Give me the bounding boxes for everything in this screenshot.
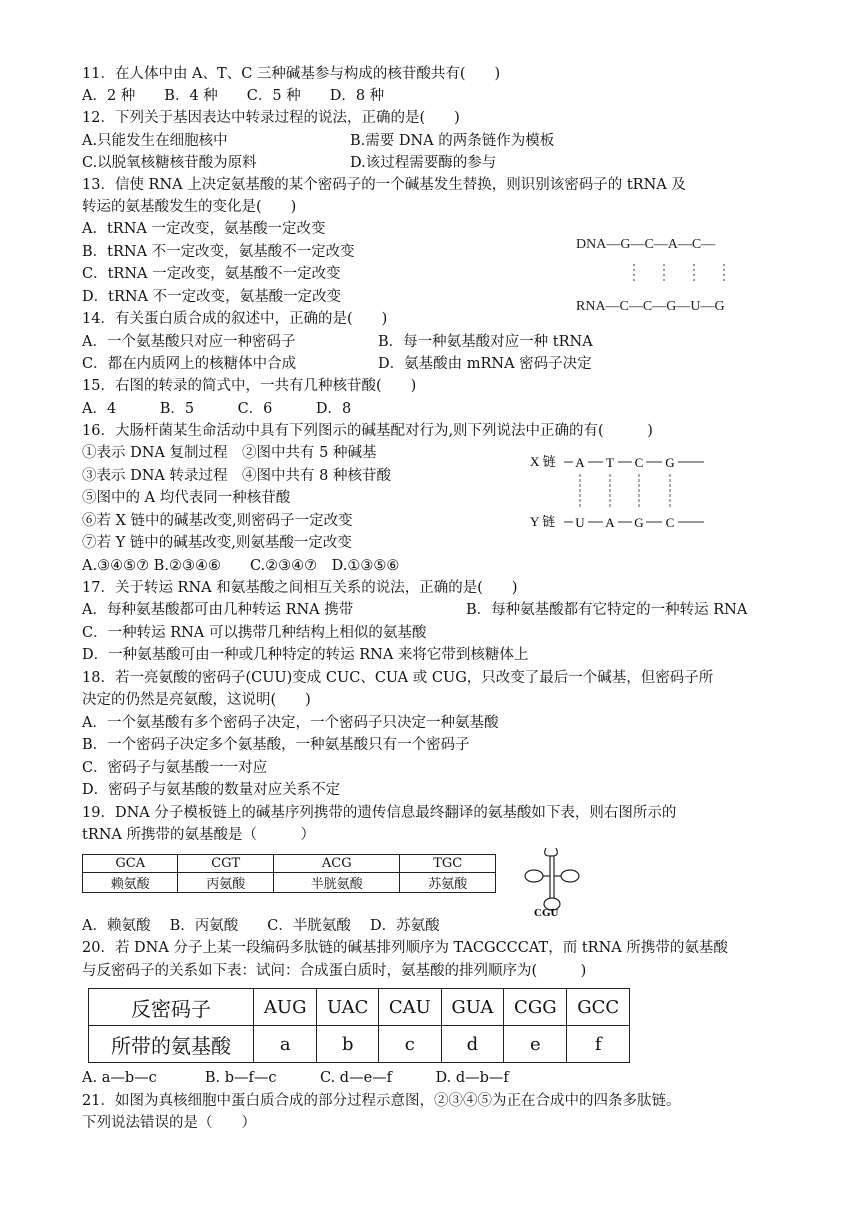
table-cell: 半胱氨酸: [273, 873, 400, 893]
question-line: A．4 B．5 C．6 D．8: [82, 401, 352, 417]
x-chain-base: C: [634, 455, 644, 470]
question-line: A．tRNA 一定改变，氨基酸一定改变: [82, 221, 326, 237]
table-cell: GUA: [441, 989, 504, 1026]
y-chain-label: Y 链: [530, 514, 556, 529]
option-left: C．都在内质网上的核糖体中合成: [82, 356, 297, 372]
question-line: ⑥若 X 链中的碱基改变,则密码子一定改变: [82, 513, 353, 529]
table-cell: d: [441, 1026, 504, 1063]
question-line: C．tRNA 一定改变，氨基酸不一定改变: [82, 266, 341, 282]
transcription-diagram: [572, 226, 762, 316]
option-right: D.该过程需要酶的参与: [350, 155, 497, 171]
question-line: A.③④⑤⑦ B.②③④⑥ C.②③④⑦ D.①③⑤⑥: [82, 558, 400, 574]
table-cell: a: [254, 1026, 317, 1063]
base-pairing-diagram: [528, 448, 728, 534]
table-cell: 苏氨酸: [400, 873, 496, 893]
table-cell: ACG: [273, 855, 400, 873]
question-line: tRNA 所携带的氨基酸是（ ）: [82, 827, 316, 843]
table-header: 反密码子: [89, 989, 254, 1026]
table-cell: c: [379, 1026, 442, 1063]
x-chain-label: X 链: [530, 454, 556, 469]
table-cell: CGG: [504, 989, 567, 1026]
table-cell: CGT: [178, 855, 273, 873]
question-line: D．tRNA 不一定改变，氨基酸一定改变: [82, 289, 342, 305]
x-chain-base: T: [606, 455, 614, 470]
question-line: 14．有关蛋白质合成的叙述中，正确的是( ): [82, 311, 388, 327]
option-left: A．每种氨基酸都可由几种转运 RNA 携带: [82, 602, 354, 618]
question-line: 21．如图为真核细胞中蛋白质合成的部分过程示意图，②③④⑤为正在合成中的四条多肽链。: [82, 1093, 681, 1109]
question-line: 11．在人体中由 A、T、C 三种碱基参与构成的核苷酸共有( ): [82, 66, 501, 82]
question-line: A．2 种 B．4 种 C．5 种 D．8 种: [82, 88, 385, 104]
question-line: A．一个氨基酸有多个密码子决定，一个密码子只决定一种氨基酸: [82, 715, 499, 731]
option-left: C.以脱氧核糖核苷酸为原料: [82, 155, 257, 171]
question-line: D．密码子与氨基酸的数量对应关系不定: [82, 782, 341, 798]
question-line: 下列说法错误的是（ ）: [82, 1115, 256, 1131]
question-line: A. a—b—c B. b—f—c C. d—e—f D. d—b—f: [82, 1070, 509, 1086]
question-line: B．一个密码子决定多个氨基酸，一种氨基酸只有一个密码子: [82, 737, 470, 753]
question-line: ⑦若 Y 链中的碱基改变,则氨基酸一定改变: [82, 535, 352, 551]
question-line: 15．右图的转录的简式中，一共有几种核苷酸( ): [82, 378, 417, 394]
dna-strand: DNA—G—C—A—C—: [576, 237, 716, 252]
table-header: 所带的氨基酸: [89, 1026, 254, 1063]
question-line: ③表示 DNA 转录过程 ④图中共有 8 种核苷酸: [82, 468, 391, 484]
option-right: B．每一种氨基酸对应一种 tRNA: [378, 334, 593, 350]
question-line: C．一种转运 RNA 可以携带几种结构上相似的氨基酸: [82, 625, 427, 641]
question-line: 17．关于转运 RNA 和氨基酸之间相互关系的说法，正确的是( ): [82, 580, 518, 596]
table-cell: AUG: [254, 989, 317, 1026]
anticodon-label: CGU: [534, 907, 559, 918]
question-line: 13．信使 RNA 上决定氨基酸的某个密码子的一个碱基发生替换，则识别该密码子的 tRNA 及: [82, 177, 686, 193]
option-left: A.只能发生在细胞核中: [82, 133, 228, 149]
x-chain-base: G: [665, 455, 675, 470]
question-line: 19．DNA 分子模板链上的碱基序列携带的遗传信息最终翻译的氨基酸如下表，则右图所示的: [82, 805, 677, 821]
table-cell: 丙氨酸: [178, 873, 273, 893]
table-cell: f: [567, 1026, 630, 1063]
option-right: B．每种氨基酸都有它特定的一种转运 RNA: [466, 602, 748, 618]
question-line: ①表示 DNA 复制过程 ②图中共有 5 种碱基: [82, 445, 377, 461]
question-line: 16．大肠杆菌某生命活动中具有下列图示的碱基配对行为,则下列说法中正确的有( ): [82, 423, 653, 439]
table-cell: e: [504, 1026, 567, 1063]
x-chain-base: A: [575, 455, 585, 470]
trna-icon: [516, 846, 586, 918]
table-cell: TGC: [400, 855, 496, 873]
question-line: 与反密码子的关系如下表：试问：合成蛋白质时，氨基酸的排列顺序为( ): [82, 963, 587, 979]
question-line: 决定的仍然是亮氨酸，这说明( ): [82, 692, 311, 708]
y-chain-base: U: [575, 515, 585, 530]
question-line: B．tRNA 不一定改变，氨基酸不一定改变: [82, 244, 355, 260]
question-line: 20．若 DNA 分子上某一段编码多肽链的碱基排列顺序为 TACGCCCAT，而 tRNA 所携带的氨基酸: [82, 940, 728, 956]
question-line: 18．若一亮氨酸的密码子(CUU)变成 CUC、CUA 或 CUG，只改变了最后一个碱基，但密码子所: [82, 670, 714, 686]
option-left: A．一个氨基酸只对应一种密码子: [82, 334, 296, 350]
question-line: ⑤图中的 A 均代表同一种核苷酸: [82, 490, 291, 506]
table-cell: 赖氨酸: [83, 873, 178, 893]
table-cell: CAU: [379, 989, 442, 1026]
question-line: 转运的氨基酸发生的变化是( ): [82, 199, 297, 215]
table-cell: GCA: [83, 855, 178, 873]
y-chain-base: A: [605, 515, 615, 530]
option-right: B.需要 DNA 的两条链作为模板: [350, 133, 555, 149]
y-chain-base: C: [665, 515, 675, 530]
y-chain-base: G: [634, 515, 644, 530]
question-line: 12．下列关于基因表达中转录过程的说法，正确的是( ): [82, 110, 460, 126]
anticodon-table: [88, 988, 630, 1063]
question-line: D．一种氨基酸可由一种或几种特定的转运 RNA 来将它带到核糖体上: [82, 647, 529, 663]
table-cell: b: [317, 1026, 379, 1063]
question-line: C．密码子与氨基酸一一对应: [82, 760, 268, 776]
table-cell: UAC: [317, 989, 379, 1026]
rna-strand: RNA—C—C—G—U—G: [576, 299, 725, 314]
codon-table: [82, 854, 496, 893]
question-line: A．赖氨酸 B．丙氨酸 C．半胱氨酸 D．苏氨酸: [82, 918, 440, 934]
table-cell: GCC: [567, 989, 630, 1026]
option-right: D．氨基酸由 mRNA 密码子决定: [378, 356, 592, 372]
